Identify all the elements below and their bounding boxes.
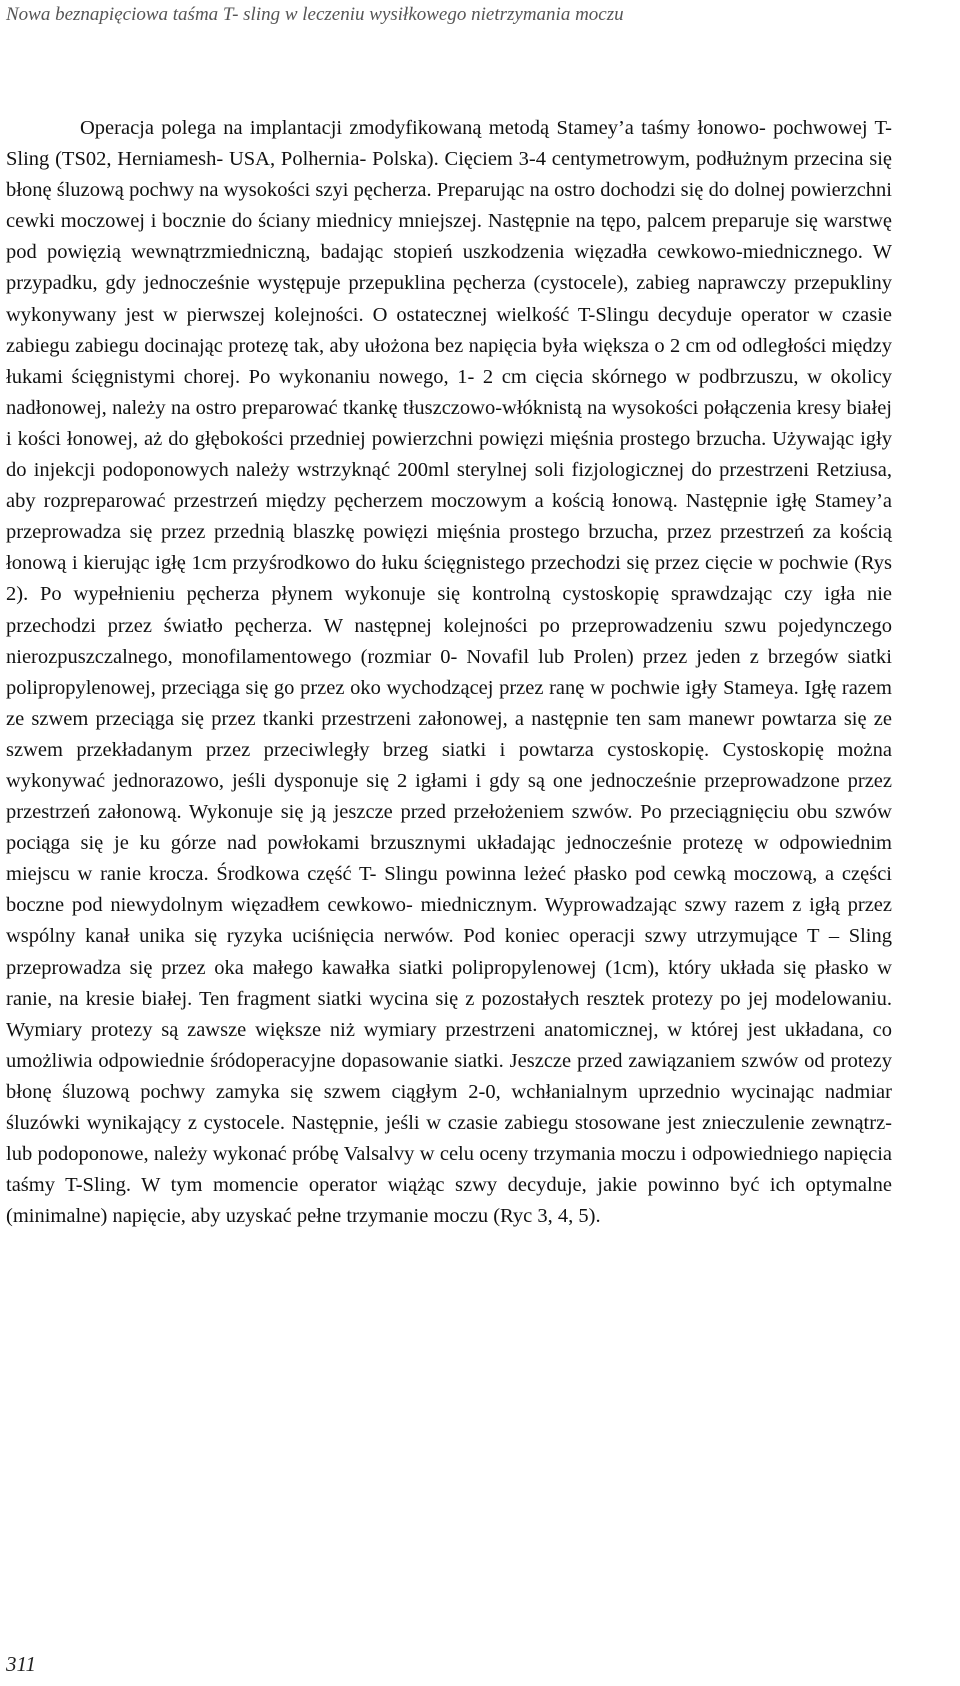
article-body xyxy=(6,113,892,1232)
running-header: Nowa beznapięciowa taśma T- sling w leczeniu wysiłkowego nietrzymania moczu xyxy=(6,4,624,25)
body-paragraph: Operacja polega na implantacji zmodyfikowaną metodą Stamey’a taśmy łonowo- pochwowej T-Sling (TS02, Herniamesh- USA, Polhernia- Polska). Cięciem 3-4 centymetrowym, podłużnym przecina się błonę śluzową pochwy na wysokości szyi pęcherza. Preparując na ostro dochodzi się do dolnej powierzchni cewki moczowej i bocznie do ściany miednicy mniejszej. Następnie na tępo, palcem preparuje się warstwę pod powięzią wewnątrzmiedniczną, badając stopień uszkodzenia więzadła cewkowo-miednicznego. W przypadku, gdy jednocześnie występuje przepuklina pęcherza (cystocele), zabieg naprawczy przepukliny wykonywany jest w pierwszej kolejności. O ostatecznej wielkość T-Slingu decyduje operator w czasie zabiegu zabiegu docinając protezę tak, aby ułożona bez napięcia była większa o 2 cm od odległości między łukami ścięgnistymi chorej. Po wykonaniu nowego, 1- 2 cm cięcia skórnego w podbrzuszu, w okolicy nadłonowej, należy na ostro preparować tkankę tłuszczowo-włóknistą na wysokości połączenia kresy białej i kości łonowej, aż do głębokości przedniej powierzchni powięzi mięśnia prostego brzucha. Używając igły do injekcji podoponowych należy wstrzyknąć 200ml sterylnej soli fizjologicznej do przestrzeni Retziusa, aby rozpreparować przestrzeń między pęcherzem moczowym a kością łonową. Następnie igłę Stamey’a przeprowadza się przez przednią blaszkę powięzi mięśnia prostego brzucha, przez przestrzeń za kością łonową i kierując igłę 1cm przyśrodkowo do łuku ścięgnistego przechodzi się przez cięcie w pochwie (Rys 2). Po wypełnieniu pęcherza płynem wykonuje się kontrolną cystoskopię sprawdzając czy igła nie przechodzi przez światło pęcherza. W następnej kolejności po przeprowadzeniu szwu pojedynczego nierozpuszczalnego, monofilamentowego (rozmiar 0- Novafil lub Prolen) przez jeden z brzegów siatki polipropylenowej, przeciąga się go przez oko wychodzącej przez ranę w pochwie igły Stameya. Igłę razem ze szwem przeciąga się przez tkanki przestrzeni załonowej, a następnie ten sam manewr powtarza się ze szwem przekładanym przez przeciwległy brzeg siatki i powtarza cystoskopię. Cystoskopię można wykonywać jednorazowo, jeśli dysponuje się 2 igłami i gdy są one jednocześnie przeprowadzone przez przestrzeń załonową. Wykonuje się ją jeszcze przed przełożeniem szwów. Po przeciągnięciu obu szwów pociąga się je ku górze nad powłokami brzusznymi układając jednocześnie protezę w odpowiednim miejscu w ranie krocza. Środkowa część T- Slingu powinna leżeć płasko pod cewką moczową, a części boczne pod niewydolnym więzadłem cewkowo- miednicznym. Wyprowadzając szwy razem z igłą przez wspólny kanał unika się ryzyka uciśnięcia nerwów. Pod koniec operacji szwy utrzymujące T – Sling przeprowadza się przez oka małego kawałka siatki polipropylenowej (1cm), który układa się płasko w ranie, na kresie białej. Ten fragment siatki wycina się z pozostałych resztek protezy po jej modelowaniu. Wymiary protezy są zawsze większe niż wymiary przestrzeni anatomicznej, w której jest układana, co umożliwia odpowiednie śródoperacyjne dopasowanie siatki. Jeszcze przed zawiązaniem szwów od protezy błonę śluzową pochwy zamyka się szwem ciągłym 2-0, wchłanialnym uprzednio wycinając nadmiar śluzówki wynikający z cystocele. Następnie, jeśli w czasie zabiegu stosowane jest znieczulenie zewnątrz- lub podoponowe, należy wykonać próbę Valsalvy w celu oceny trzymania moczu i odpowiedniego napięcia taśmy T-Sling. W tym momencie operator wiążąc szwy decyduje, jakie powinno być ich optymalne (minimalne) napięcie, aby uzyskać pełne trzymanie moczu (Ryc 3, 4, 5). xyxy=(6,117,892,1228)
page-number: 311 xyxy=(6,1652,36,1676)
